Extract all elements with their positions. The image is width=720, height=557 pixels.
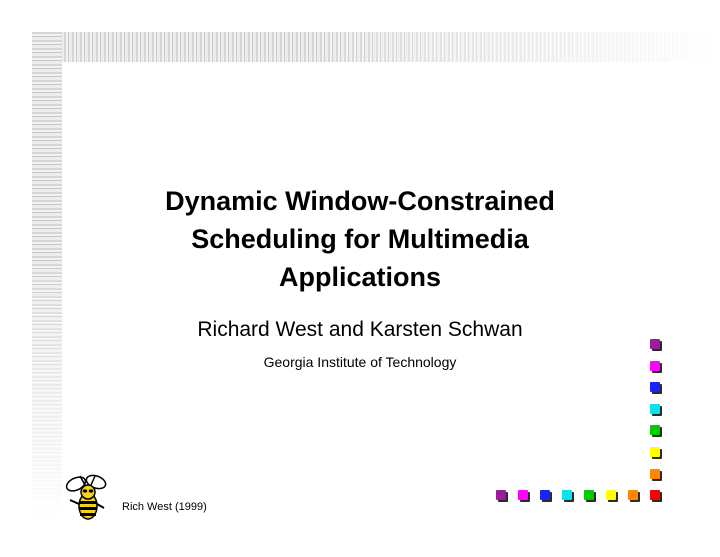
footer-text: Rich West (1999)	[122, 501, 207, 513]
decorative-square	[650, 490, 660, 500]
slide-area	[62, 62, 720, 557]
decorative-square	[606, 490, 616, 500]
decorative-square	[650, 382, 660, 392]
decorative-square	[496, 490, 506, 500]
decorative-square	[584, 490, 594, 500]
decorative-square	[562, 490, 572, 500]
decorative-square	[650, 339, 660, 349]
striped-frame-top	[32, 32, 720, 62]
slide-title	[90, 182, 630, 296]
striped-frame-left	[32, 32, 62, 522]
decorative-square	[650, 361, 660, 371]
decorative-square	[518, 490, 528, 500]
decorative-square	[650, 469, 660, 479]
title-line-1: Dynamic Window-Constrained	[165, 186, 555, 216]
decorative-square	[628, 490, 638, 500]
decorative-square	[650, 447, 660, 457]
decorative-square	[650, 404, 660, 414]
affiliation: Georgia Institute of Technology	[263, 354, 457, 370]
title-line-2: Scheduling for Multimedia	[191, 224, 529, 254]
authors: Richard West and Karsten Schwan	[197, 318, 523, 341]
title-line-3: Applications	[278, 262, 441, 292]
yellow-jacket-bee-icon	[62, 472, 110, 522]
decorative-square	[650, 425, 660, 435]
decorative-square	[540, 490, 550, 500]
